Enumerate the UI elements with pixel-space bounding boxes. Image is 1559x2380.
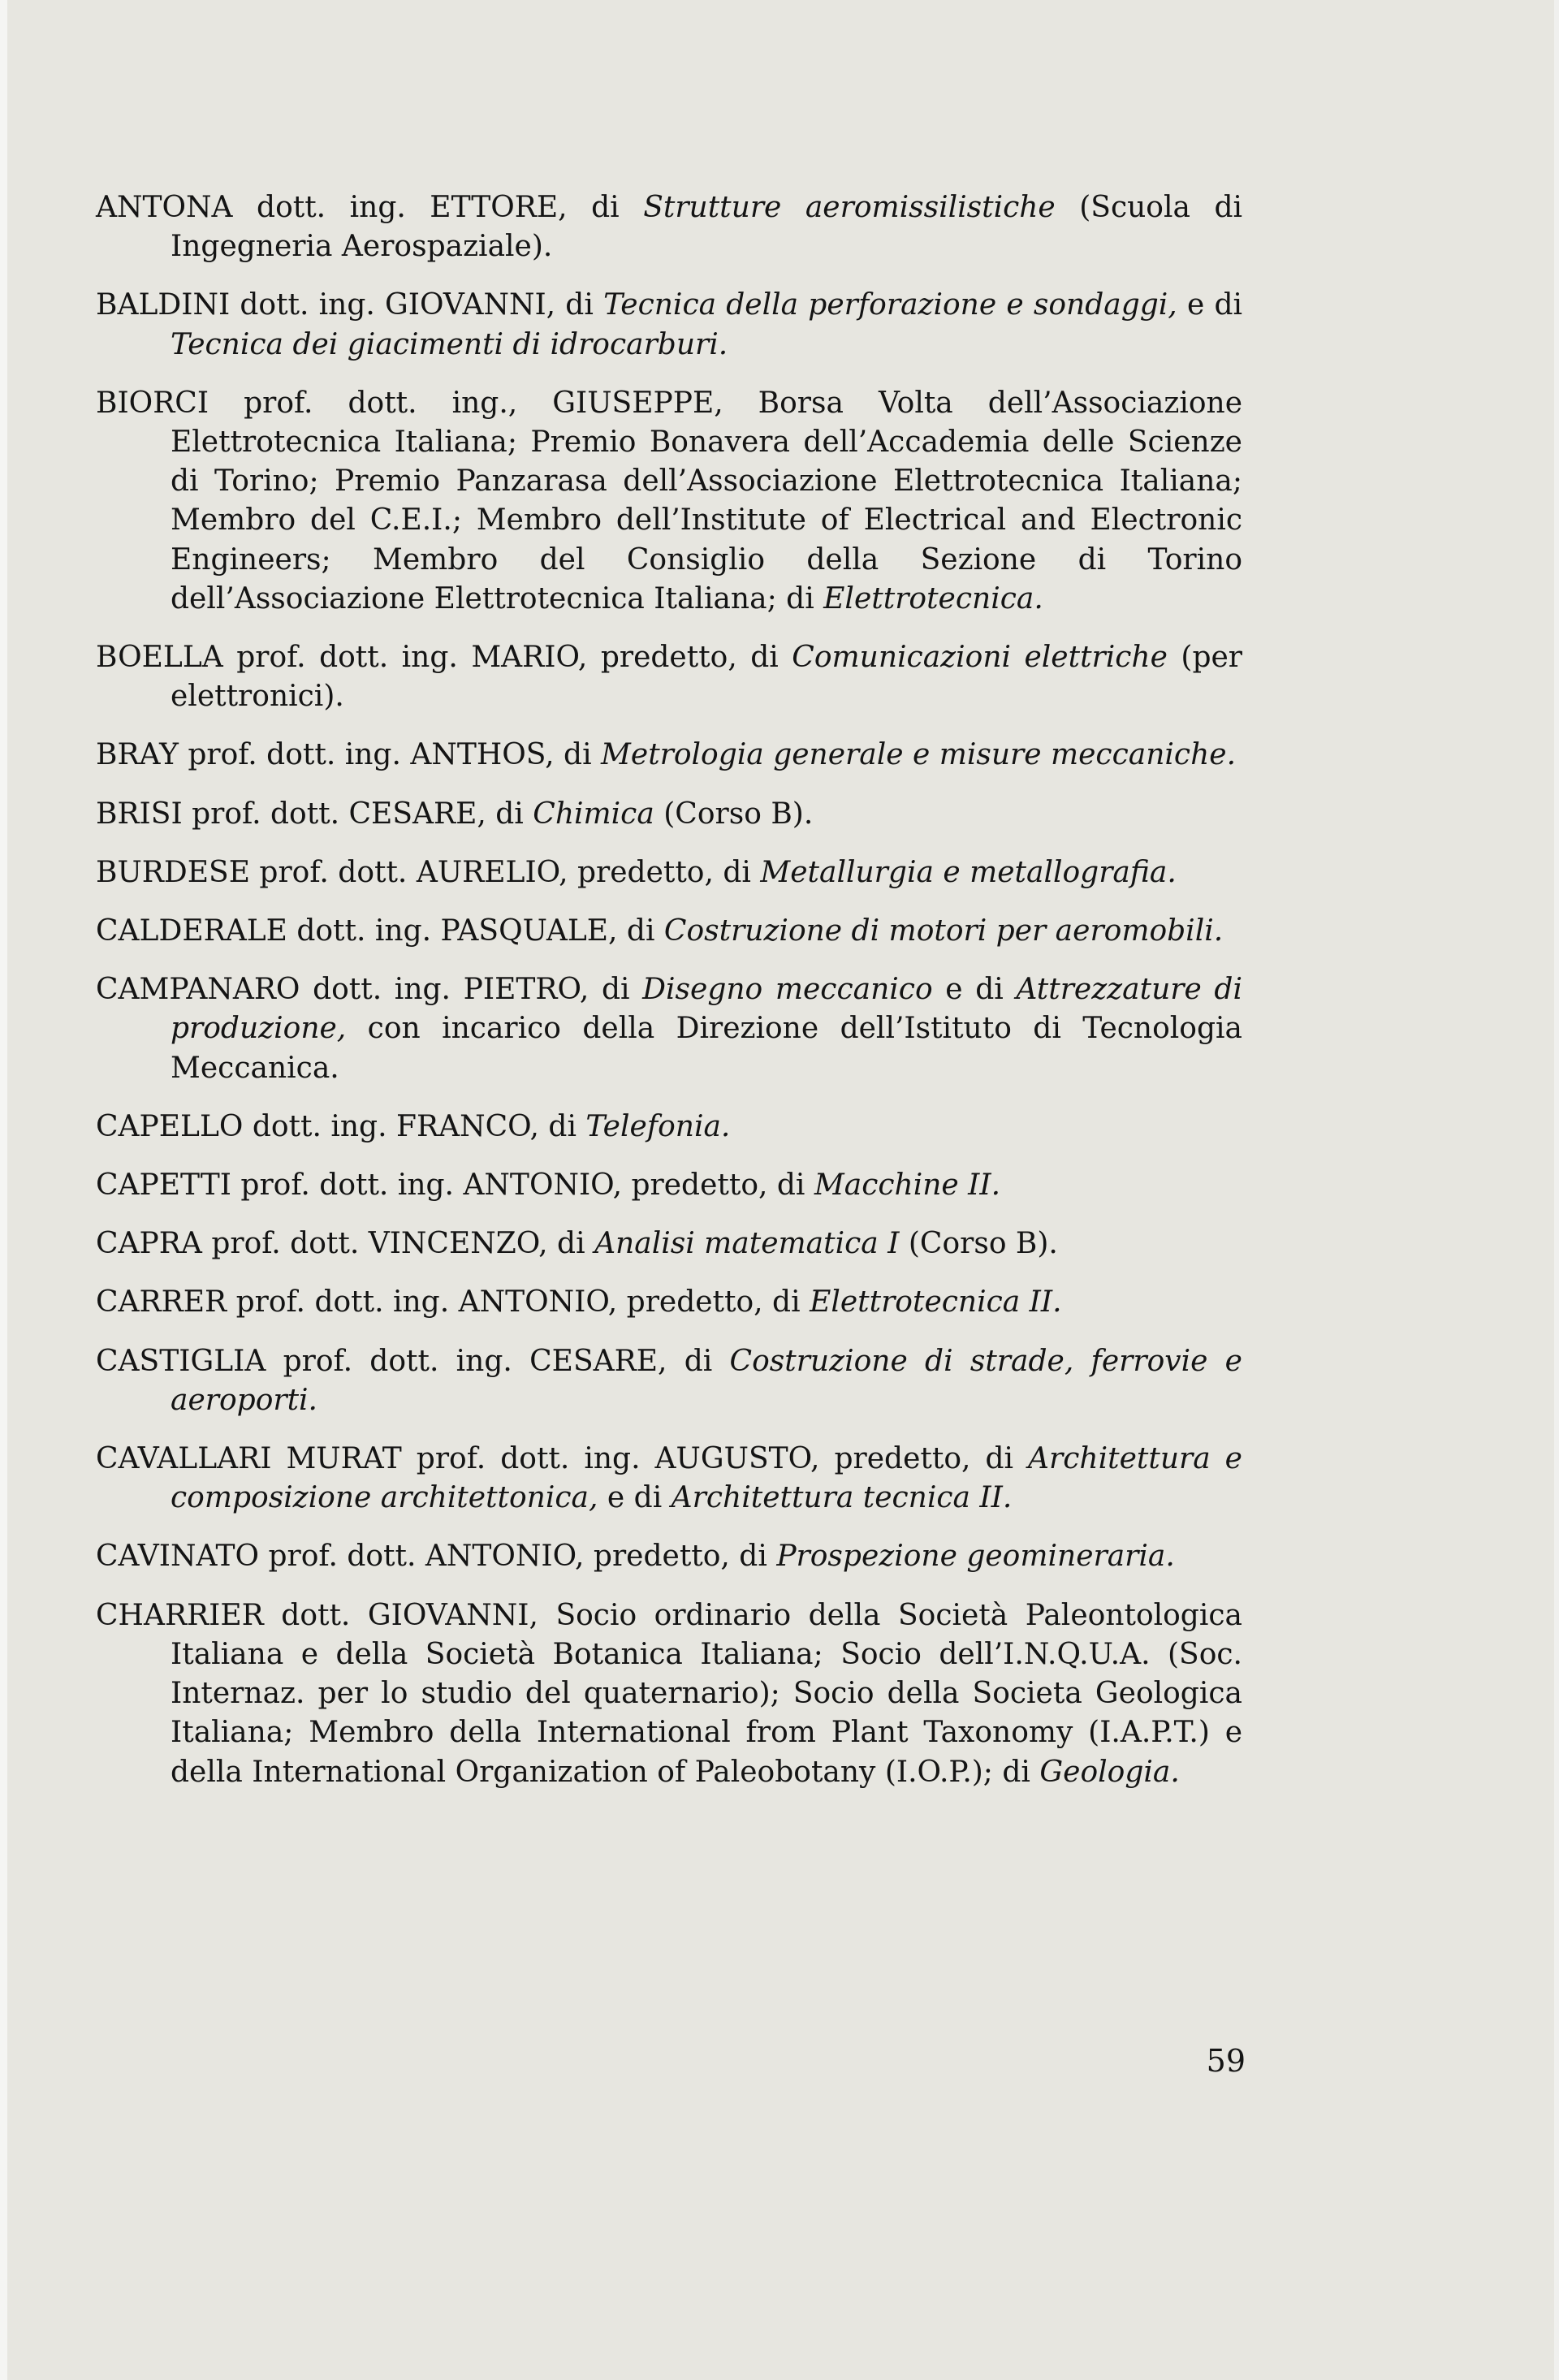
entry-subject: Disegno meccanico bbox=[642, 973, 933, 1007]
entry-subject: Elettrotecnica II. bbox=[810, 1285, 1062, 1320]
list-entry bbox=[96, 1108, 1242, 1147]
entry-surname: CAPELLO bbox=[96, 1109, 244, 1143]
entry-text: dott. ing. ETTORE, di bbox=[232, 191, 644, 224]
entry-subject: Comunicazioni elettriche bbox=[792, 641, 1168, 675]
entry-text: prof. dott. ing. ANTONIO, predetto, di bbox=[227, 1285, 810, 1320]
entry-text: prof. dott. CESARE, di bbox=[182, 797, 533, 831]
list-entry bbox=[96, 638, 1242, 716]
entry-text: prof. dott. ANTONIO, predetto, di bbox=[259, 1540, 777, 1574]
entry-text: dott. ing. PIETRO, di bbox=[300, 973, 643, 1007]
entry-subject: Tecnica dei giacimenti di idrocarburi. bbox=[171, 327, 728, 361]
list-entry bbox=[96, 1283, 1242, 1322]
faculty-list bbox=[96, 188, 1242, 1812]
entry-surname: CAMPANARO bbox=[96, 973, 300, 1007]
entry-text: e di bbox=[1177, 288, 1242, 322]
entry-subject: Prospezione geomineraria. bbox=[776, 1540, 1175, 1574]
entry-surname: CASTIGLIA bbox=[96, 1344, 266, 1378]
entry-surname: BRISI bbox=[96, 797, 183, 831]
entry-subject: Telefonia. bbox=[585, 1109, 731, 1143]
list-entry bbox=[96, 970, 1242, 1088]
list-entry bbox=[96, 853, 1242, 892]
entry-subject: Metrologia generale e misure meccaniche. bbox=[601, 738, 1237, 772]
entry-text: prof. dott. ing., GIUSEPPE, Borsa Volta dell’Associazione Elettrotecnica Italiana; Premio Bonavera dell’Accademia delle Scienze di Torino; Premio Panzarasa dell’Associazione Elettrotecnica Italiana; Membro del C.E.I.; Membro dell’Institute of Electrical and Electronic Engineers; Membro del Consiglio della Sezione di Torino dell’Associazione Elettrotecnica Italiana; di bbox=[171, 386, 1242, 616]
list-entry bbox=[96, 384, 1242, 619]
entry-subject: Costruzione di strade, ferrovie e aeroporti. bbox=[171, 1344, 1242, 1417]
entry-text: (Corso B). bbox=[654, 797, 814, 831]
list-entry bbox=[96, 1537, 1242, 1576]
entry-subject: Geologia. bbox=[1039, 1755, 1180, 1789]
entry-text: e di bbox=[598, 1481, 672, 1515]
entry-text: e di bbox=[932, 973, 1017, 1007]
entry-surname: CAPETTI bbox=[96, 1168, 231, 1203]
entry-surname: CAPRA bbox=[96, 1227, 202, 1261]
entry-surname: BRAY bbox=[96, 738, 179, 772]
entry-surname: BURDESE bbox=[96, 855, 250, 889]
entry-subject: Architettura tecnica II. bbox=[671, 1481, 1013, 1515]
entry-text: prof. dott. ing. ANTHOS, di bbox=[178, 738, 602, 772]
entry-surname: ANTONA bbox=[96, 191, 233, 224]
entry-subject: Elettrotecnica. bbox=[823, 581, 1043, 616]
entry-text: dott. ing. PASQUALE, di bbox=[287, 914, 664, 948]
entry-surname: CHARRIER bbox=[96, 1598, 264, 1632]
entry-text: dott. ing. FRANCO, di bbox=[243, 1109, 586, 1143]
list-entry bbox=[96, 1342, 1242, 1420]
list-entry bbox=[96, 1596, 1242, 1792]
entry-surname: CAVINATO bbox=[96, 1540, 260, 1574]
entry-text: prof. dott. ing. CESARE, di bbox=[266, 1344, 730, 1378]
entry-surname: BALDINI bbox=[96, 288, 231, 322]
entry-subject: Macchine II. bbox=[814, 1168, 1001, 1203]
list-entry bbox=[96, 188, 1242, 266]
entry-text: (Scuola di Ingegneria Aerospaziale). bbox=[171, 191, 1243, 264]
entry-text: dott. GIOVANNI, Socio ordinario della Società Paleontologica Italiana e della Società Botanica Italiana; Socio dell’I.N.Q.U.A. (Soc. Internaz. per lo studio del quaternario); Socio della Societa Geologica Italiana; Membro della International from Plant Taxonomy (I.A.P.T.) e della International Organization of Paleobotany (I.O.P.); di bbox=[171, 1598, 1242, 1789]
entry-text: dott. ing. GIOVANNI, di bbox=[230, 288, 604, 322]
list-entry bbox=[96, 1225, 1242, 1263]
entry-subject: Architettura e composizione architettonica, bbox=[171, 1442, 1242, 1515]
entry-text: prof. dott. ing. MARIO, predetto, di bbox=[222, 641, 792, 675]
page-number: 59 bbox=[1206, 2043, 1246, 2079]
entry-text: prof. dott. AURELIO, predetto, di bbox=[249, 855, 761, 889]
page-left-edge bbox=[0, 0, 7, 2380]
list-entry bbox=[96, 795, 1242, 834]
entry-subject: Metallurgia e metallografia. bbox=[760, 855, 1177, 889]
page-right-edge bbox=[1554, 0, 1559, 2380]
list-entry bbox=[96, 736, 1242, 775]
entry-text: con incarico della Direzione dell’Istituto di Tecnologia Meccanica. bbox=[171, 1012, 1242, 1085]
list-entry bbox=[96, 1440, 1242, 1518]
entry-subject: Costruzione di motori per aeromobili. bbox=[663, 914, 1224, 948]
entry-text: prof. dott. ing. AUGUSTO, predetto, di bbox=[401, 1442, 1029, 1476]
entry-subject: Analisi matematica I bbox=[594, 1227, 900, 1261]
list-entry bbox=[96, 912, 1242, 951]
entry-subject: Strutture aeromissilistiche bbox=[643, 191, 1056, 224]
entry-surname: CAVALLARI MURAT bbox=[96, 1442, 402, 1476]
entry-text: (per elettronici). bbox=[171, 641, 1242, 714]
entry-subject: Attrezzature di produzione, bbox=[171, 973, 1242, 1046]
list-entry bbox=[96, 1166, 1242, 1205]
entry-text: prof. dott. ing. ANTONIO, predetto, di bbox=[231, 1168, 814, 1203]
entry-surname: BOELLA bbox=[96, 641, 223, 675]
entry-text: (Corso B). bbox=[899, 1227, 1058, 1261]
list-entry bbox=[96, 286, 1242, 364]
entry-surname: CARRER bbox=[96, 1285, 227, 1320]
entry-surname: BIORCI bbox=[96, 386, 209, 420]
entry-subject: Tecnica della perforazione e sondaggi, bbox=[603, 288, 1177, 322]
entry-subject: Chimica bbox=[533, 797, 654, 831]
entry-text: prof. dott. VINCENZO, di bbox=[201, 1227, 595, 1261]
entry-surname: CALDERALE bbox=[96, 914, 287, 948]
